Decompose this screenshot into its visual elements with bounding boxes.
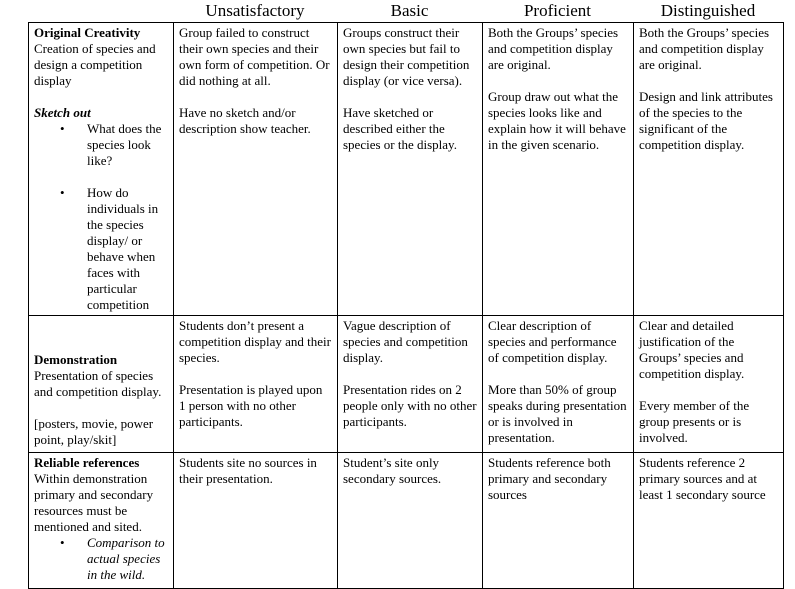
cell-paragraph: Clear description of species and performance of competition display. bbox=[488, 318, 617, 365]
bullet-item bbox=[34, 185, 168, 313]
cell-paragraph: Clear and detailed justification of the Groups’ species and competition display. bbox=[639, 318, 745, 381]
cell-paragraph: Group draw out what the species looks like and explain how it will behave in the given scenario. bbox=[488, 89, 626, 152]
cell-paragraph: Vague description of species and competition display. bbox=[343, 318, 468, 365]
cell-paragraph: Both the Groups’ species and competition display are original. bbox=[639, 25, 770, 72]
cell-paragraph: Presentation rides on 2 people only with no other participants. bbox=[343, 382, 477, 429]
criterion-cell-original-creativity bbox=[29, 23, 174, 316]
criterion-cell-demonstration bbox=[29, 316, 174, 453]
level-cell bbox=[174, 453, 338, 589]
level-cell bbox=[634, 23, 784, 316]
table-row-demonstration bbox=[29, 316, 784, 453]
cell-paragraph: Presentation is played upon 1 person with no other participants. bbox=[179, 382, 323, 429]
column-header-proficient: Proficient bbox=[523, 1, 592, 20]
column-header-unsatisfactory: Unsatisfactory bbox=[205, 1, 305, 20]
level-cell bbox=[174, 23, 338, 316]
bullet-text: How do individuals in the species display/ or behave when faces with particular competition bbox=[87, 185, 159, 312]
cell-paragraph: Have no sketch and/or description show teacher. bbox=[179, 105, 311, 136]
cell-paragraph: Groups construct their own species but fail to design their competition display (or vice versa). bbox=[343, 25, 470, 88]
bullet-item bbox=[34, 535, 168, 583]
cell-paragraph: Reliable references bbox=[34, 455, 140, 470]
cell-paragraph: Both the Groups’ species and competition display are original. bbox=[488, 25, 619, 72]
cell-paragraph: Every member of the group presents or is involved. bbox=[639, 398, 750, 445]
bullet-icon: • bbox=[60, 535, 65, 550]
column-header-row bbox=[28, 0, 783, 22]
level-cell bbox=[634, 453, 784, 589]
bullet-text: What does the species look like? bbox=[87, 121, 162, 168]
table-row-reliable-references bbox=[29, 453, 784, 589]
criterion-column-spacer bbox=[28, 0, 173, 22]
level-cell bbox=[338, 316, 483, 453]
cell-paragraph: [posters, movie, power point, play/skit] bbox=[34, 416, 154, 447]
cell-paragraph: Group failed to construct their own species and their own form of competition. Or did nothing at all. bbox=[179, 25, 330, 88]
column-header-basic: Basic bbox=[390, 1, 429, 20]
cell-paragraph: More than 50% of group speaks during presentation or is involved in presentation. bbox=[488, 382, 627, 445]
rubric-table bbox=[28, 22, 784, 589]
bullet-icon: • bbox=[60, 121, 65, 136]
bullet-text: Comparison to actual species in the wild. bbox=[87, 535, 165, 582]
level-cell bbox=[338, 453, 483, 589]
level-cell bbox=[174, 316, 338, 453]
level-cell bbox=[483, 453, 634, 589]
cell-paragraph: Within demonstration primary and secondary resources must be mentioned and sited. bbox=[34, 471, 154, 534]
cell-paragraph: Students reference both primary and secondary sources bbox=[488, 455, 611, 502]
cell-paragraph: Student’s site only secondary sources. bbox=[343, 455, 442, 486]
level-cell bbox=[338, 23, 483, 316]
cell-paragraph: Sketch out bbox=[34, 105, 91, 120]
bullet-item bbox=[34, 121, 168, 169]
rubric-table-body bbox=[29, 23, 784, 589]
cell-paragraph: Students site no sources in their presentation. bbox=[179, 455, 317, 486]
column-header-distinguished: Distinguished bbox=[660, 1, 756, 20]
table-row-original-creativity bbox=[29, 23, 784, 316]
cell-paragraph: Original Creativity bbox=[34, 25, 141, 40]
cell-paragraph: Presentation of species and competition display. bbox=[34, 368, 162, 399]
cell-paragraph: Students reference 2 primary sources and at least 1 secondary source bbox=[639, 455, 766, 502]
level-cell bbox=[634, 316, 784, 453]
criterion-cell-reliable-references bbox=[29, 453, 174, 589]
level-cell bbox=[483, 23, 634, 316]
cell-paragraph: Have sketched or described either the species or the display. bbox=[343, 105, 457, 152]
cell-paragraph: Students don’t present a competition display and their species. bbox=[179, 318, 331, 365]
cell-paragraph: Demonstration bbox=[34, 352, 118, 367]
bullet-icon: • bbox=[60, 185, 65, 200]
cell-paragraph: Creation of species and design a competition display bbox=[34, 41, 156, 88]
level-cell bbox=[483, 316, 634, 453]
cell-paragraph: Design and link attributes of the species to the significant of the competition display. bbox=[639, 89, 773, 152]
